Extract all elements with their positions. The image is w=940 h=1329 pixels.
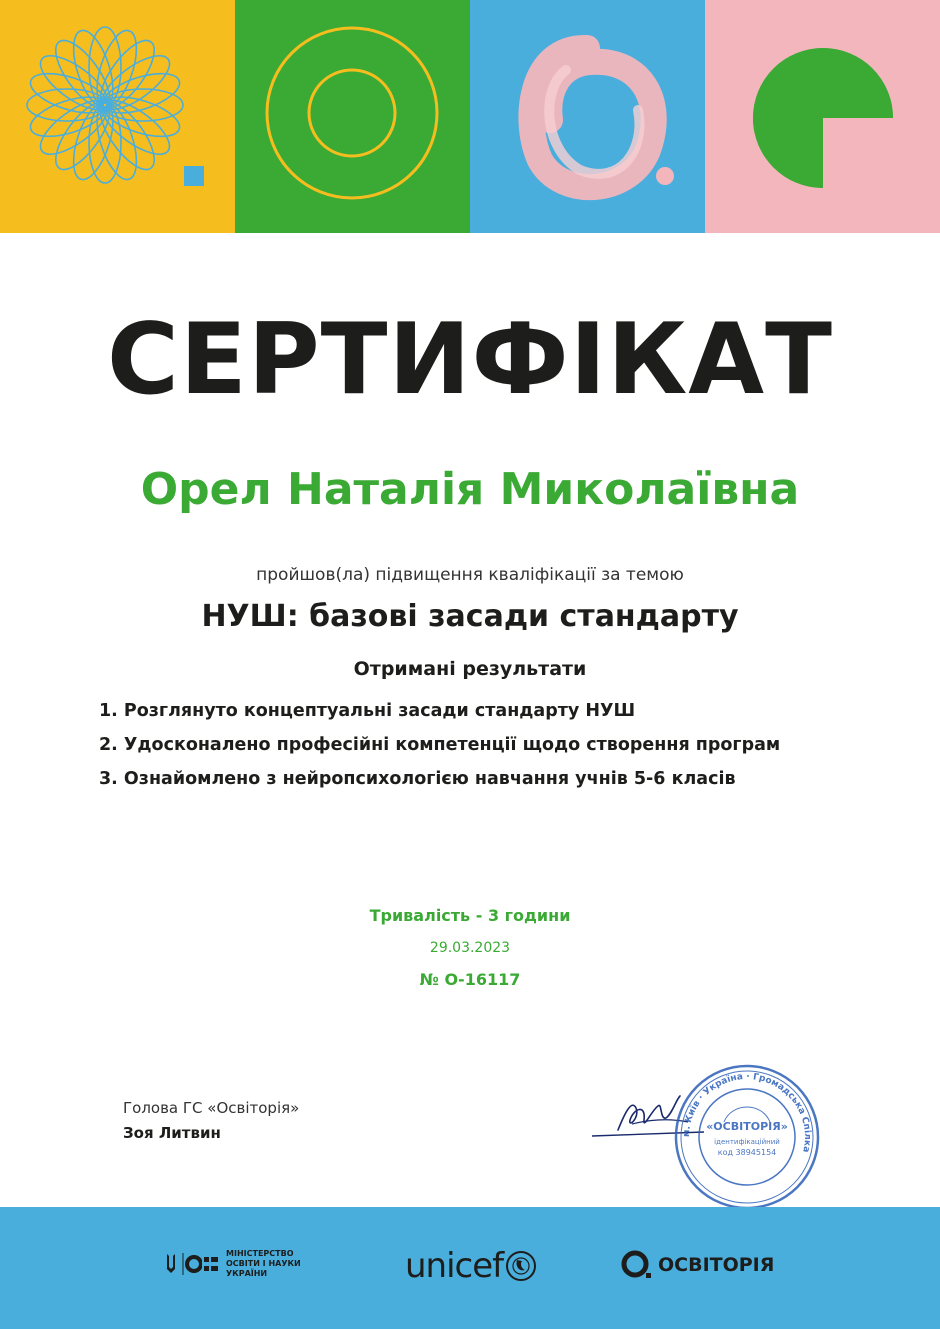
unicef-wordmark: unicef — [405, 1246, 504, 1286]
ukraine-trident-icon — [162, 1251, 202, 1277]
list-item: 2. Удосконалено професійні компетенції щодо створення програм — [99, 735, 781, 755]
official-stamp-icon — [672, 1062, 822, 1212]
pink-tile — [705, 0, 940, 233]
date-text: 29.03.2023 — [429, 940, 511, 956]
green-tile — [235, 0, 470, 233]
certificate-number: № О-16117 — [419, 970, 521, 989]
ministry-mark-icon — [202, 1251, 220, 1277]
ministry-logo — [162, 1249, 312, 1279]
certificate-title: СЕРТИФІКАТ — [106, 303, 833, 417]
results-heading: Отримані результати — [353, 658, 587, 680]
stamp-code: код 38945154 — [717, 1148, 777, 1157]
results-list — [99, 694, 879, 796]
duration-text: Тривалість - 3 години — [369, 906, 571, 925]
list-item: 3. Ознайомлено з нейропсихологією навчання учнів 5-6 класів — [99, 769, 736, 789]
green-quarter-shape-icon — [705, 0, 940, 233]
osvitoria-wordmark: ОСВІТОРІЯ — [658, 1254, 775, 1276]
concentric-circles-icon — [235, 0, 470, 233]
stamp-ring-text: м. Київ · Україна · Громадська Спілка — [681, 1071, 813, 1154]
course-title: НУШ: базові засади стандарту — [201, 599, 739, 634]
unicef-logo — [405, 1244, 539, 1288]
osvitoria-logo — [620, 1248, 774, 1282]
ministry-name: МІНІСТЕРСТВО ОСВІТИ І НАУКИ УКРАЇНИ — [226, 1249, 301, 1278]
lead-text: пройшов(ла) підвищення кваліфікації за темою — [256, 565, 684, 585]
signer-role: Голова ГС «Освіторія» — [123, 1099, 300, 1117]
recipient-name: Орел Наталія Миколаївна — [140, 464, 800, 515]
osvitoria-o-icon — [620, 1248, 654, 1282]
stamp-code-label: ідентифікаційний — [714, 1138, 780, 1146]
top-decorative-band — [0, 0, 940, 233]
blue-tile — [470, 0, 705, 233]
yellow-tile — [0, 0, 235, 233]
signer-name: Зоя Литвин — [123, 1124, 221, 1142]
unicef-emblem-icon — [503, 1248, 539, 1284]
brush-ring-icon — [470, 0, 705, 233]
flower-pattern-icon — [0, 0, 235, 233]
list-item: 1. Розглянуто концептуальні засади стандарту НУШ — [99, 701, 636, 721]
stamp-center-text: «ОСВІТОРІЯ» — [706, 1120, 788, 1133]
